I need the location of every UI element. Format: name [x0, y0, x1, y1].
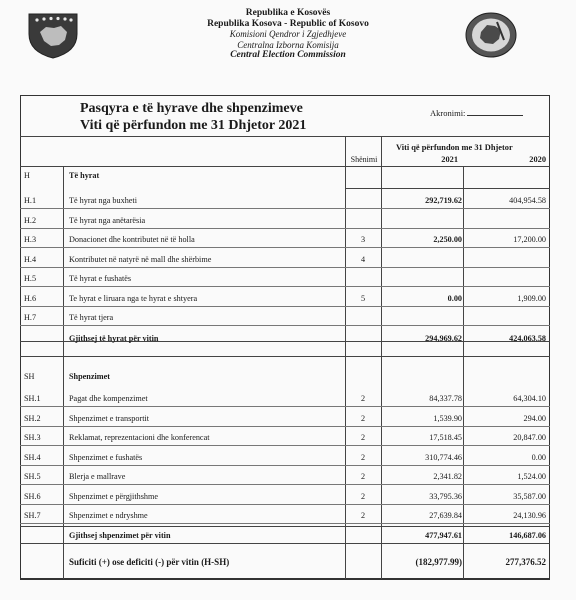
row-code: SH.5: [24, 472, 41, 481]
row-code: H.2: [24, 215, 37, 225]
revenue-section-code: H: [24, 171, 30, 180]
row-code: H.1: [24, 196, 37, 205]
row-label: Blerja e mallrave: [69, 472, 126, 481]
header-row-separator: [20, 166, 550, 167]
row-note: 5: [360, 293, 366, 303]
row-note: 2: [360, 511, 366, 520]
row-note: 2: [360, 394, 366, 403]
row-label: Të hyrat nga buxheti: [69, 196, 137, 205]
acronym-blank-line: [467, 107, 523, 116]
title-separator: [20, 136, 550, 137]
row-value-2021: 1,539.90: [433, 413, 462, 423]
row-value-2020: 294.00: [523, 413, 546, 423]
row-value-2020: 17,200.00: [513, 235, 546, 244]
row-value-2021: 0.00: [447, 293, 462, 303]
row-note: 2: [360, 491, 366, 501]
title-line-1: Pasqyra e të hyrave dhe shpenzimeve: [80, 101, 303, 116]
acronym-field: [430, 107, 523, 118]
result-bottom-rule: [20, 579, 550, 580]
expense-total-label: Gjithsej shpenzimet për vitin: [69, 531, 171, 540]
row-value-2020: 1,524.00: [517, 472, 546, 481]
col-underline: [345, 188, 550, 189]
expense-total-bottom-rule: [20, 543, 550, 544]
row-rule: [20, 286, 550, 287]
header-line-5: Central Election Commission: [230, 50, 346, 60]
row-value-2020: 64,304.10: [513, 394, 546, 403]
row-label: Të hyrat nga anëtarësia: [69, 215, 146, 225]
row-code: H.6: [24, 293, 37, 303]
revenue-total-2021: 294,969.62: [425, 334, 462, 343]
row-value-2021: 2,341.82: [433, 472, 462, 481]
row-note: 2: [360, 452, 366, 462]
row-value-2020: 35,587.00: [513, 491, 546, 501]
year2021-column-divider: [381, 136, 382, 579]
row-rule: [20, 523, 550, 524]
row-value-2020: 1,909.00: [517, 293, 546, 303]
header-line-3: Komisioni Qendror i Zgjedhjeve: [229, 29, 347, 39]
row-rule: [20, 406, 550, 407]
result-2020: 277,376.52: [505, 557, 546, 567]
title-line-2: Viti që përfundon me 31 Dhjetor 2021: [80, 118, 307, 133]
row-note: 2: [360, 433, 366, 442]
row-rule: [20, 504, 550, 505]
row-code: SH.1: [24, 394, 41, 403]
row-label: Reklamat, reprezentacioni dhe konferencat: [69, 433, 210, 442]
row-label: Kontributet në natyrë në mall dhe shërbime: [69, 254, 212, 264]
row-code: H.7: [24, 313, 37, 322]
period-column-heading: Viti që përfundon me 31 Dhjetor: [396, 143, 513, 152]
row-value-2021: 33,795.36: [429, 491, 462, 501]
row-value-2021: 2,250.00: [433, 235, 462, 244]
row-label: Shpenzimet e përgjithshme: [69, 491, 158, 501]
row-note: 3: [360, 235, 366, 244]
row-rule: [20, 267, 550, 268]
row-code: SH.6: [24, 491, 41, 501]
row-rule: [20, 445, 550, 446]
row-label: Te hyrat e liruara nga te hyrat e shtyera: [69, 293, 198, 303]
row-rule: [20, 426, 550, 427]
expense-section-label: Shpenzimet: [69, 372, 110, 381]
row-value-2021: 310,774.46: [425, 452, 462, 462]
institution-header: [140, 8, 436, 61]
row-value-2021: 84,337.78: [429, 394, 462, 403]
kosovo-coat-of-arms-icon: [26, 10, 80, 60]
row-label: Shpenzimet e fushatës: [69, 452, 143, 462]
row-value-2021: 27,639.84: [429, 511, 462, 520]
row-value-2020: 24,130.96: [513, 511, 546, 520]
row-code: H.4: [24, 254, 37, 264]
cec-emblem-icon: [464, 10, 518, 60]
expense-section-code: SH: [24, 372, 35, 381]
expense-total-2020: 146,687.06: [509, 531, 546, 540]
header-line-4: Centralna Izborna Komisija: [237, 39, 339, 50]
expense-total-2021: 477,947.61: [425, 531, 462, 540]
header-line-1: Republika e Kosovës: [245, 8, 331, 18]
row-code: SH.2: [24, 413, 41, 423]
row-value-2020: 20,847.00: [513, 433, 546, 442]
row-label: Pagat dhe kompenzimet: [69, 394, 148, 403]
row-rule: [20, 465, 550, 466]
revenue-total-2020: 424,063.58: [509, 334, 546, 343]
row-note: 4: [360, 254, 366, 264]
header-line-2: Republika Kosova - Republic of Kosovo: [207, 18, 369, 29]
result-2021: (182,977.99): [415, 557, 462, 567]
year-2021-heading: 2021: [441, 155, 458, 164]
row-note: 2: [360, 472, 366, 481]
row-value-2020: 0.00: [531, 452, 546, 462]
row-note: 2: [360, 413, 366, 423]
revenue-total-bottom-rule: [20, 356, 550, 357]
row-code: SH.7: [24, 511, 41, 520]
row-value-2021: 17,518.45: [429, 433, 462, 442]
year-2020-heading: 2020: [529, 155, 546, 164]
expense-total-top-rule: [20, 526, 550, 527]
row-rule: [20, 247, 550, 248]
row-code: SH.3: [24, 433, 41, 442]
row-code: H.3: [24, 235, 37, 244]
acronym-label: Akronimi:: [430, 108, 466, 118]
row-value-2021: 292,719.62: [425, 196, 462, 205]
row-label: Shpenzimet e transportit: [69, 413, 150, 423]
row-code: H.5: [24, 274, 37, 283]
revenue-total-label: Gjithsej të hyrat për vitin: [69, 334, 159, 343]
row-rule: [20, 228, 550, 229]
revenue-section-label: Të hyrat: [69, 171, 100, 180]
row-label: Të hyrat e fushatës: [69, 274, 132, 283]
row-code: SH.4: [24, 452, 41, 462]
row-rule: [20, 208, 550, 209]
row-value-2020: 404,954.58: [509, 196, 546, 205]
result-label: Suficiti (+) ose deficiti (-) për vitin (H-SH): [69, 557, 230, 567]
row-rule: [20, 325, 550, 326]
note-column-heading: Shënimi: [350, 155, 378, 164]
row-label: Shpenzimet e ndryshme: [69, 511, 148, 520]
row-rule: [20, 484, 550, 485]
statement-title: [80, 100, 306, 134]
row-label: Donacionet dhe kontributet në të holla: [69, 235, 195, 244]
row-label: Të hyrat tjera: [69, 313, 114, 322]
row-rule: [20, 306, 550, 307]
